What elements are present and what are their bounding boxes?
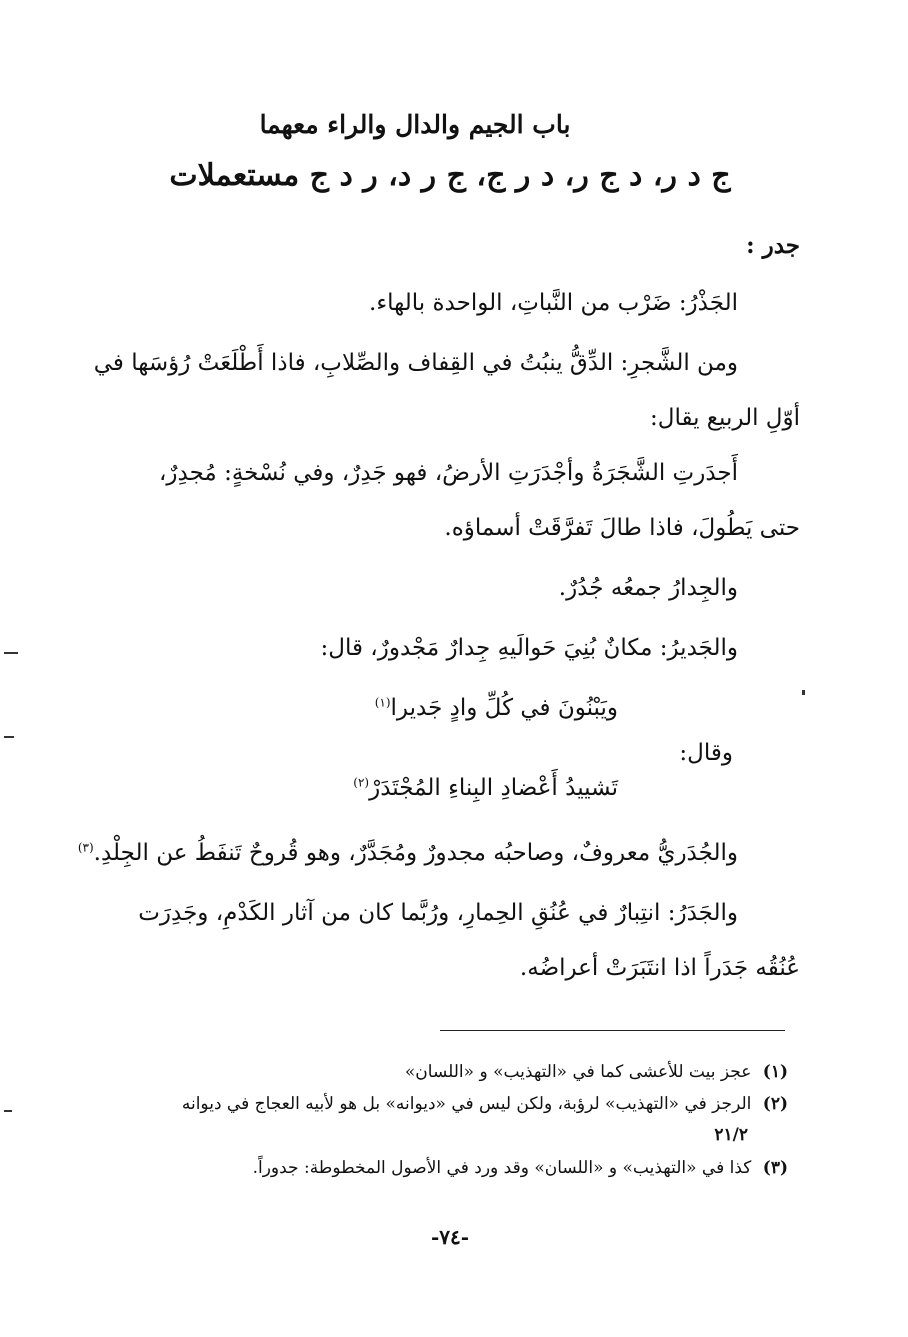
footnote-ref-1: (١) bbox=[374, 695, 391, 710]
paragraph-2-line-1: ومن الشَّجرِ: الدِّقُّ ينبُتُ في القِفاف والصِّلابِ، فاذا أَطْلَعَتْ رُؤسَها في bbox=[93, 350, 738, 376]
footnote-1-number: (١) bbox=[762, 1062, 788, 1082]
chapter-subtitle: ج د ر، د ج ر، د ر ج، ج ر د، ر د ج مستعملات bbox=[169, 158, 731, 193]
page-number: -٧٤- bbox=[430, 1225, 470, 1249]
footnote-3-text: كذا في «التهذيب» و «اللسان» وقد ورد في الأصول المخطوطة: جدوراً. bbox=[252, 1158, 752, 1178]
verse-2 bbox=[353, 775, 618, 801]
paragraph-3-line-1: أَجدَرتِ الشَّجَرَةُ وأجْدَرَتِ الأرضُ، فهو جَدِرٌ، وفي نُسْخةٍ: مُجدِرٌ، bbox=[158, 460, 738, 486]
scan-margin-mark bbox=[4, 652, 18, 654]
footnote-divider bbox=[440, 1030, 785, 1031]
verse-1 bbox=[375, 695, 618, 721]
paragraph-3-line-2: حتى يَطُولَ، فاذا طالَ تَفرَّقَتْ أسماؤه. bbox=[444, 515, 800, 541]
footnote-ref-3: (٣) bbox=[77, 840, 94, 855]
footnote-2-number: (٢) bbox=[762, 1094, 788, 1114]
footnote-3 bbox=[253, 1158, 788, 1178]
paragraph-4: والجِدارُ جمعُه جُدُرٌ. bbox=[558, 575, 738, 601]
footnote-2-text: الرجز في «التهذيب» لرؤبة، ولكن ليس في «ديوانه» بل هو لأبيه العجاج في ديوانه bbox=[181, 1094, 752, 1114]
paragraph-1: الجَذْرُ: ضَرْب من النَّباتِ، الواحدة بالهاء. bbox=[369, 290, 738, 316]
verse-1-text: ويَبْنُونَ في كُلِّ وادٍ جَديرا bbox=[390, 695, 618, 721]
chapter-title: باب الجيم والدال والراء معهما bbox=[259, 110, 571, 139]
footnote-2-continuation: ٢١/٢ bbox=[714, 1125, 748, 1145]
scan-margin-mark bbox=[4, 736, 14, 738]
footnote-1 bbox=[405, 1062, 788, 1082]
scan-margin-mark bbox=[4, 1110, 12, 1112]
footnote-2 bbox=[182, 1094, 788, 1114]
paragraph-6: وقال: bbox=[679, 740, 733, 766]
paragraph-5: والجَديرُ: مكانٌ بُنِيَ حَوالَيهِ جِدارٌ مَجْدورٌ، قال: bbox=[320, 635, 738, 661]
footnote-ref-2: (٢) bbox=[353, 775, 370, 790]
scan-speck bbox=[802, 690, 805, 695]
verse-2-text: تَشييدُ أَعْضادِ البِناءِ المُجْتَدَرْ bbox=[369, 775, 618, 801]
paragraph-8-line-2: عُنُقُه جَدَراً اذا انتَبَرَتْ أعراضُه. bbox=[519, 955, 800, 981]
entry-heading: جدر : bbox=[746, 232, 800, 259]
paragraph-7-text: والجُدَريُّ معروفٌ، وصاحبُه مجدورٌ ومُجَدَّرٌ، وهو قُروحٌ تَنفَطُ عن الجِلْدِ. bbox=[93, 840, 738, 866]
paragraph-8-line-1: والجَدَرُ: انتِبارٌ في عُنُقِ الحِمارِ، ورُبَّما كان من آثار الكَدْمِ، وجَدِرَت bbox=[138, 900, 738, 926]
paragraph-7 bbox=[78, 840, 738, 866]
paragraph-2-line-2: أوّلِ الربيع يقال: bbox=[649, 405, 800, 431]
footnote-1-text: عجز بيت للأعشى كما في «التهذيب» و «اللسان» bbox=[404, 1062, 752, 1082]
footnote-3-number: (٣) bbox=[762, 1158, 788, 1178]
